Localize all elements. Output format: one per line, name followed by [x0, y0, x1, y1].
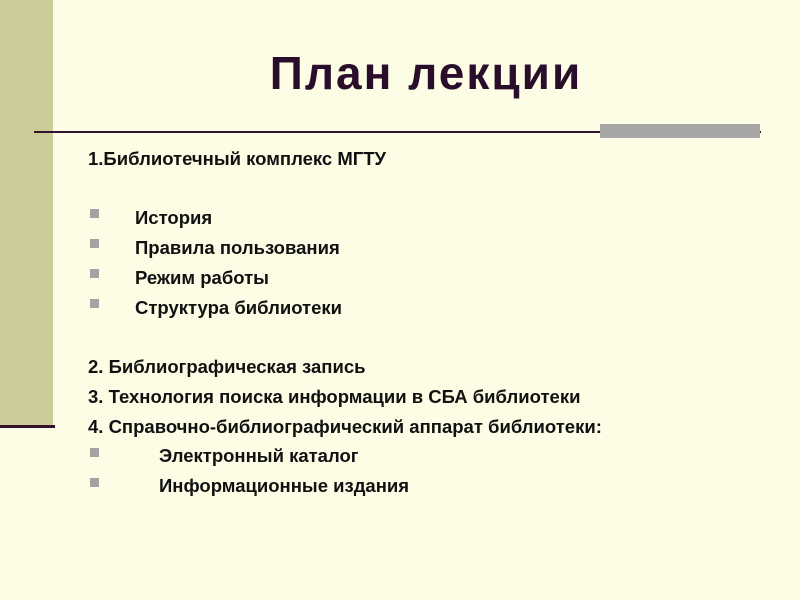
list-item-label: Структура библиотеки — [135, 297, 343, 318]
list-item-label: История — [135, 207, 213, 228]
slide-title: План лекции — [269, 47, 583, 99]
list-item-label: Электронный каталог — [159, 445, 359, 466]
square-bullet-icon — [90, 299, 99, 308]
list-item-label: Правила пользования — [135, 237, 340, 258]
section-heading: 4. Справочно-библиографический аппарат библиотеки: — [88, 416, 602, 437]
section-heading: 3. Технология поиска информации в СБА библиотеки — [88, 386, 581, 407]
section-heading: 2. Библиографическая запись — [88, 356, 366, 377]
square-bullet-icon — [90, 478, 99, 487]
square-bullet-icon — [90, 239, 99, 248]
square-bullet-icon — [90, 448, 99, 457]
list-item-label: Информационные издания — [159, 475, 410, 496]
title-divider-accent — [600, 124, 760, 138]
side-decor-line — [0, 425, 55, 428]
square-bullet-icon — [90, 209, 99, 218]
list-item-label: Режим работы — [135, 267, 269, 288]
square-bullet-icon — [90, 269, 99, 278]
section-heading: 1.Библиотечный комплекс МГТУ — [88, 148, 387, 169]
